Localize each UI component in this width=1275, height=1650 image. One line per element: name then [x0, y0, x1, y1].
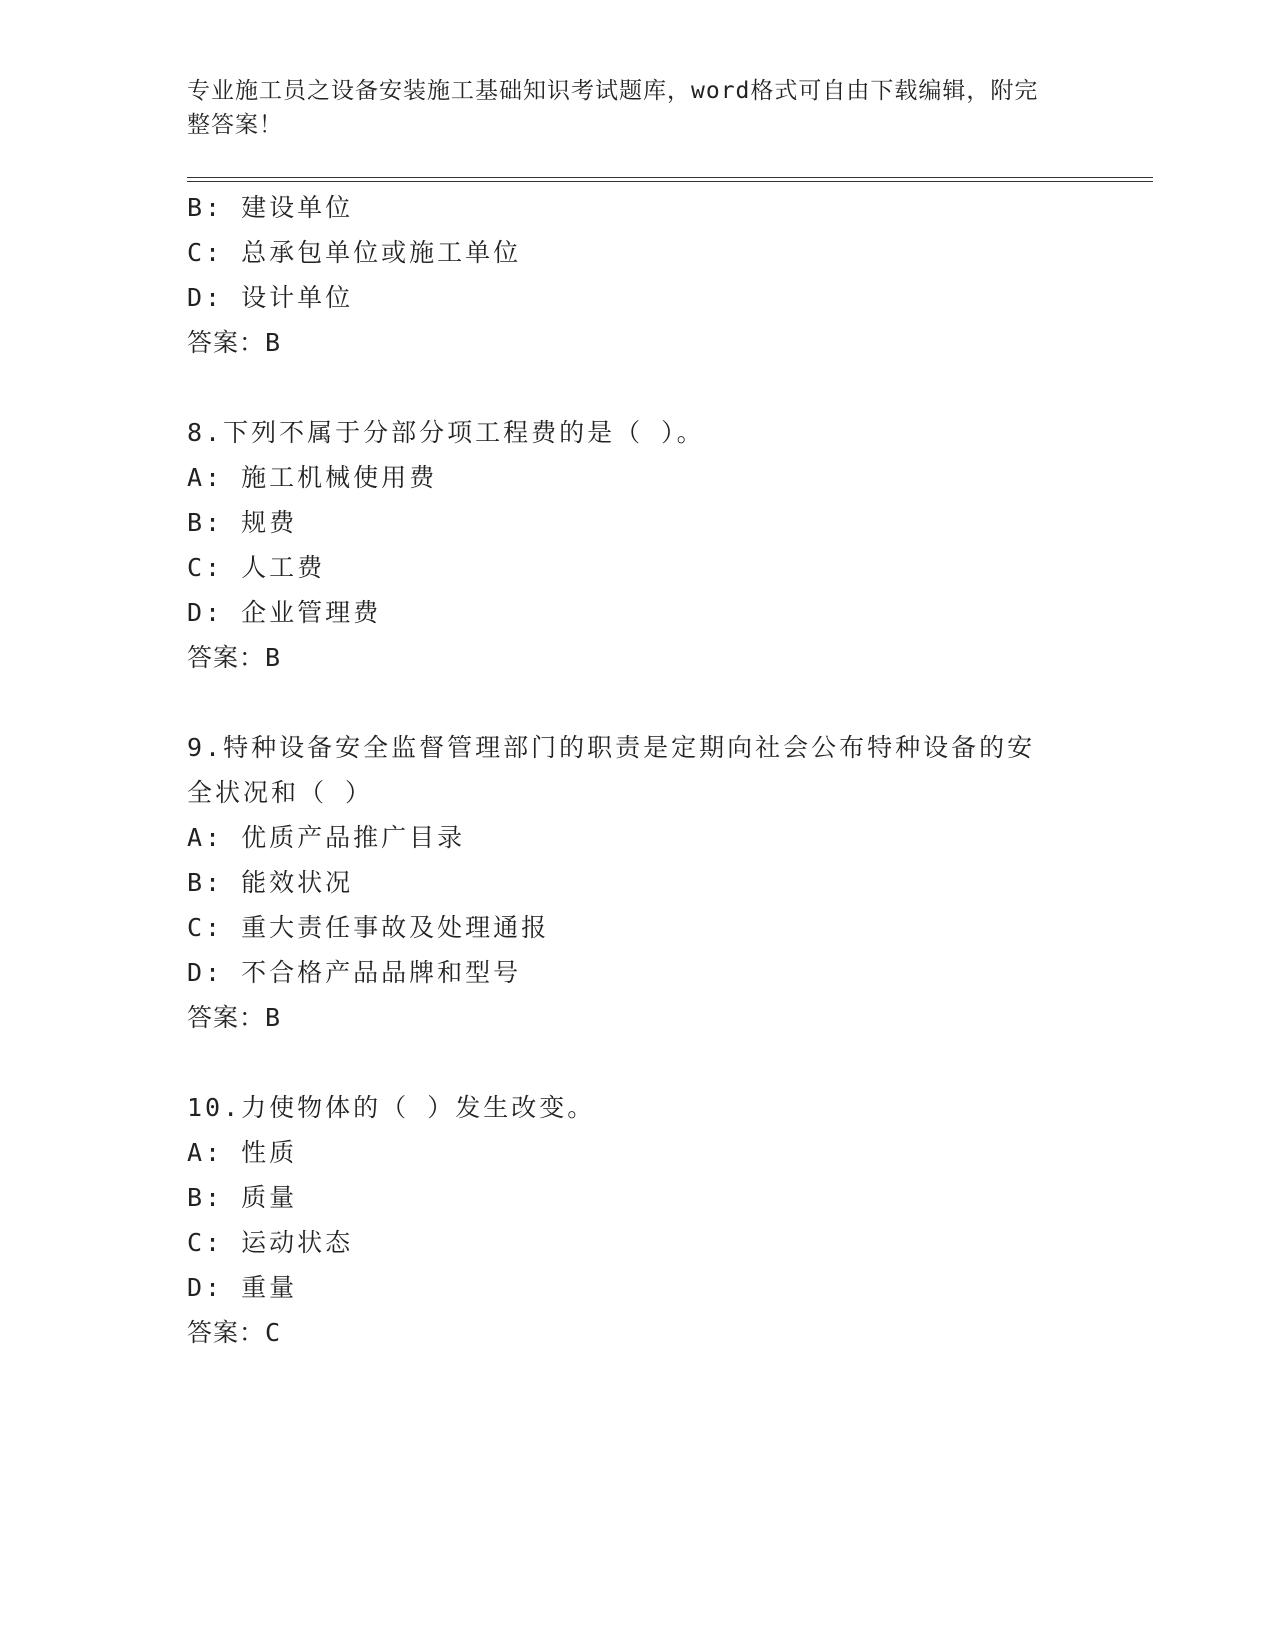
q10-answer: 答案：C: [187, 1318, 282, 1347]
q7-option-b: B: 建设单位: [187, 193, 354, 222]
q8-option-c: C: 人工费: [187, 553, 326, 582]
q7-option-c: C: 总承包单位或施工单位: [187, 238, 522, 267]
header-divider-top: [187, 177, 1153, 178]
q8-option-a: A: 施工机械使用费: [187, 463, 438, 492]
q9-option-c: C: 重大责任事故及处理通报: [187, 913, 550, 942]
q10-option-a: A: 性质: [187, 1138, 298, 1167]
q9-option-b: B: 能效状况: [187, 868, 354, 897]
q9-question-line-1: 9.特种设备安全监督管理部门的职责是定期向社会公布特种设备的安: [187, 733, 1036, 762]
header-line-1: 专业施工员之设备安装施工基础知识考试题库，word格式可自由下载编辑，附完: [187, 78, 1039, 104]
q8-option-d: D: 企业管理费: [187, 598, 382, 627]
q9-question-line-2: 全状况和（ ）: [187, 778, 374, 807]
header-line-2: 整答案！: [187, 112, 283, 138]
q10-option-b: B: 质量: [187, 1183, 298, 1212]
q10-option-d: D: 重量: [187, 1273, 298, 1302]
document-header: [187, 74, 1087, 142]
q10-option-c: C: 运动状态: [187, 1228, 354, 1257]
q7-answer: 答案：B: [187, 328, 282, 357]
q9-option-a: A: 优质产品推广目录: [187, 823, 466, 852]
q8-option-b: B: 规费: [187, 508, 298, 537]
q8-question: 8.下列不属于分部分项工程费的是（ ）。: [187, 418, 705, 447]
q7-option-d: D: 设计单位: [187, 283, 354, 312]
q9-option-d: D: 不合格产品品牌和型号: [187, 958, 522, 987]
q8-answer: 答案：B: [187, 643, 282, 672]
header-divider-bottom: [187, 181, 1153, 182]
q10-question: 10.力使物体的（ ）发生改变。: [187, 1093, 596, 1122]
q9-answer: 答案：B: [187, 1003, 282, 1032]
